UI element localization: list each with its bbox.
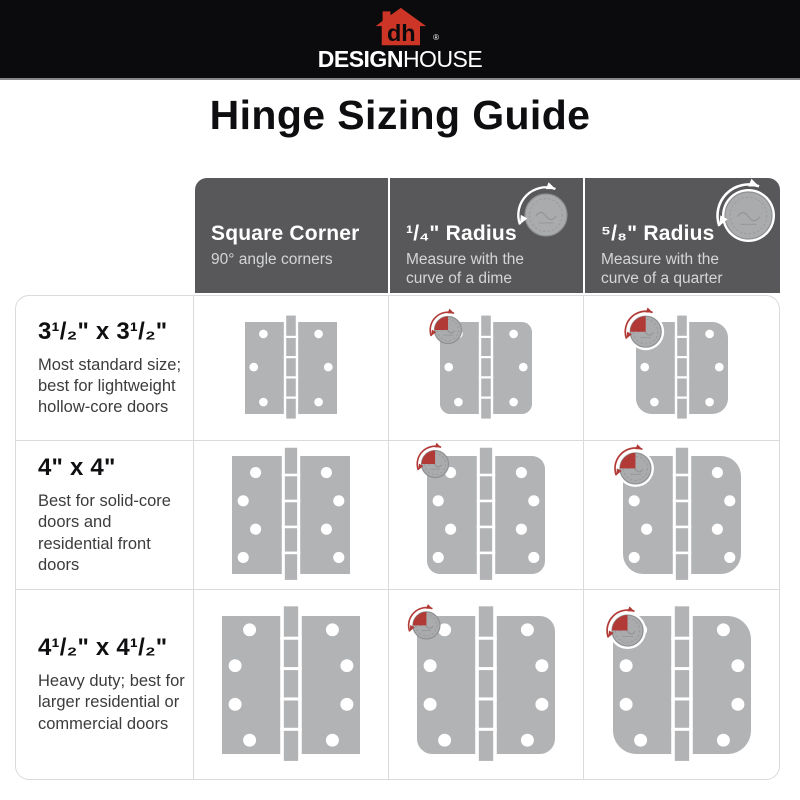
quarter-coin-icon <box>697 178 778 259</box>
dime-coin-icon <box>497 180 573 256</box>
hinge-illustration <box>416 298 556 438</box>
row-size-label: 4¹/₂" x 4¹/₂" <box>38 634 168 662</box>
row-description: Most standard size; best for lightweight hollow-core doors <box>38 355 182 417</box>
sizing-table <box>15 295 780 780</box>
hinge-cell-4-five-eighths-radius <box>584 441 779 590</box>
hinge-cell-4-5-quarter-radius <box>389 590 584 779</box>
hinge-illustration <box>198 592 384 778</box>
column-header-quarter-inch-radius <box>390 178 583 293</box>
column-title: ¹/₄" Radius <box>406 222 517 245</box>
column-header-square-corner <box>195 178 388 293</box>
designhouse-logo <box>318 7 482 71</box>
hinge-illustration <box>599 432 765 598</box>
row-description: Best for solid-core doors and residential front doors <box>38 492 171 574</box>
dime-coin-icon <box>429 309 461 344</box>
brand-word-house: HOUSE <box>402 46 483 72</box>
hinge-cell-4-quarter-radius <box>389 441 584 590</box>
row-description: Heavy duty; best for larger residential or commercial doors <box>38 672 185 733</box>
dime-coin-icon <box>517 182 567 236</box>
row-size-label: 4" x 4" <box>38 454 116 482</box>
quarter-coin-icon <box>605 606 645 649</box>
registered-mark: ® <box>433 33 439 42</box>
hinge-illustration <box>393 592 579 778</box>
row-header-3-5-inch <box>16 296 194 441</box>
hinge-cell-3-5-five-eighths-radius <box>584 296 779 441</box>
column-subtitle: Measure with the curve of a quarter <box>601 251 723 287</box>
row-size-label: 3¹/₂" x 3¹/₂" <box>38 317 168 345</box>
brand-banner <box>0 0 800 80</box>
column-title: Square Corner <box>211 222 360 245</box>
column-title: ⁵/₈" Radius <box>601 222 715 245</box>
row-header-4-5-inch <box>16 590 194 779</box>
logo-monogram: dh <box>386 19 416 46</box>
hinge-cell-3-5-square <box>194 296 389 441</box>
quarter-coin-icon <box>716 179 775 242</box>
house-icon <box>370 7 430 47</box>
hinge-illustration <box>403 432 569 598</box>
dime-coin-icon <box>416 443 448 478</box>
hinge-illustration <box>589 592 775 778</box>
hinge-illustration <box>208 432 374 598</box>
brand-wordmark <box>318 48 482 71</box>
brand-word-design: DESIGN <box>317 46 403 72</box>
dime-coin-icon <box>407 604 439 639</box>
hinge-illustration <box>612 298 752 438</box>
hinge-cell-4-square <box>194 441 389 590</box>
logo-house-icon <box>370 7 439 47</box>
quarter-coin-icon <box>624 307 664 350</box>
hinge-cell-3-5-quarter-radius <box>389 296 584 441</box>
page-title: Hinge Sizing Guide <box>209 92 591 138</box>
hinge-cell-4-5-five-eighths-radius <box>584 590 779 779</box>
column-subtitle: 90° angle corners <box>211 251 333 268</box>
hinge-illustration <box>221 298 361 438</box>
row-header-4-inch <box>16 441 194 590</box>
column-subtitle: Measure with the curve of a dime <box>406 251 525 287</box>
hinge-cell-4-5-square <box>194 590 389 779</box>
column-header-five-eighths-radius <box>585 178 780 293</box>
quarter-coin-icon <box>613 444 653 487</box>
